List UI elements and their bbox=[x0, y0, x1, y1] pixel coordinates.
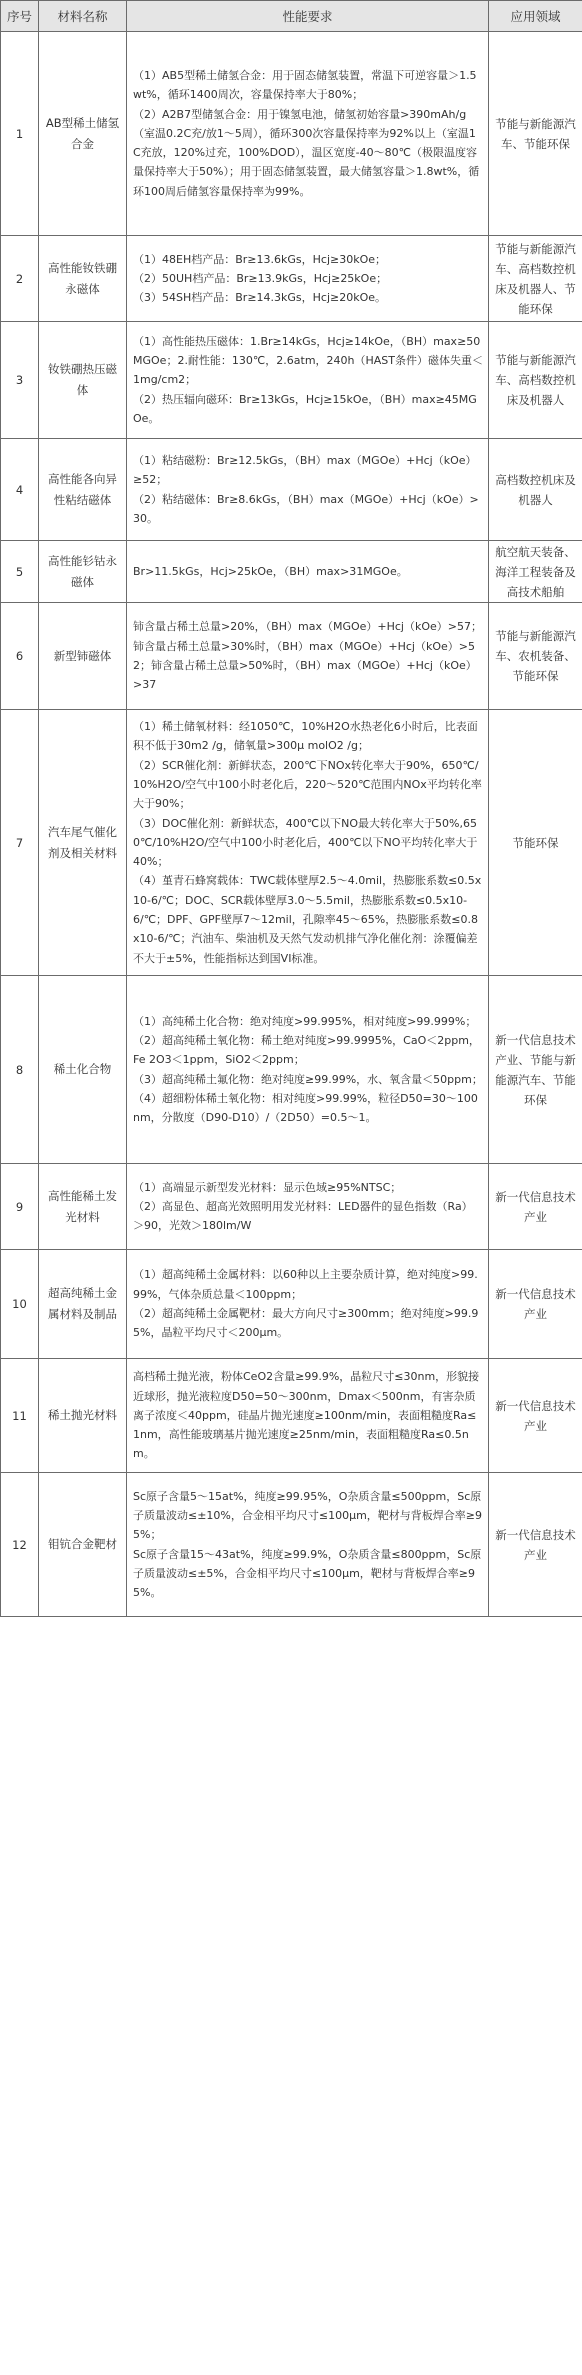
header-perf: 性能要求 bbox=[127, 1, 489, 32]
performance-requirements bbox=[127, 603, 489, 710]
row-number: 12 bbox=[1, 1473, 39, 1617]
table-row bbox=[1, 710, 582, 976]
requirement-line: （2）热压辐向磁环：Br≥13kGs，Hcj≥15kOe，（BH）max≥45MGOe。 bbox=[133, 392, 477, 425]
requirement-line: Br>11.5kGs，Hcj>25kOe，（BH）max>31MGOe。 bbox=[133, 564, 408, 578]
performance-requirements bbox=[127, 710, 489, 976]
material-name: 高性能稀土发光材料 bbox=[39, 1164, 127, 1250]
table-row bbox=[1, 439, 582, 541]
requirement-line: （2）50UH档产品：Br≥13.9kGs，Hcj≥25kOe； bbox=[133, 271, 388, 285]
header-row bbox=[1, 1, 582, 32]
requirement-line: （3）超高纯稀土氟化物：绝对纯度≥99.99%，水、氧含量＜50ppm； bbox=[133, 1072, 483, 1086]
requirement-line: （1）高端显示新型发光材料：显示色域≥95%NTSC； bbox=[133, 1180, 402, 1194]
material-name: 高性能钐钴永磁体 bbox=[39, 541, 127, 603]
requirement-line: （2）SCR催化剂：新鲜状态，200℃下NOx转化率大于90%，650℃/10%H2O/空气中100小时老化后，220～520℃范围内NOx平均转化率大于90%； bbox=[133, 758, 482, 811]
requirement-line: （3）54SH档产品：Br≥14.3kGs，Hcj≥20kOe。 bbox=[133, 291, 387, 305]
application-field: 节能与新能源汽车、高档数控机床及机器人 bbox=[489, 322, 582, 439]
row-number: 11 bbox=[1, 1359, 39, 1473]
row-number: 6 bbox=[1, 603, 39, 710]
requirement-line: Sc原子含量5～15at%，纯度≥99.95%，O杂质含量≤500ppm，Sc原子质量波动≤±10%，合金相平均尺寸≤100μm，靶材与背板焊合率≥95%； bbox=[133, 1489, 483, 1542]
performance-requirements bbox=[127, 541, 489, 603]
table-row bbox=[1, 1359, 582, 1473]
header-name: 材料名称 bbox=[39, 1, 127, 32]
requirement-line: （1）粘结磁粉：Br≥12.5kGs，（BH）max（MGOe）+Hcj（kOe）≥52； bbox=[133, 453, 477, 487]
requirement-line: （1）超高纯稀土金属材料：以60种以上主要杂质计算，绝对纯度>99.99%，气体杂质总量＜100ppm； bbox=[133, 1268, 478, 1301]
header-no: 序号 bbox=[1, 1, 39, 32]
requirement-line: Sc原子含量15～43at%，纯度≥99.9%，O杂质含量≤800ppm，Sc原子质量波动≤±5%，合金相平均尺寸≤100μm，靶材与背板焊合率≥95%。 bbox=[133, 1547, 482, 1600]
performance-requirements bbox=[127, 1164, 489, 1250]
application-field: 新一代信息技术产业、节能与新能源汽车、节能环保 bbox=[489, 976, 582, 1164]
application-field: 新一代信息技术产业 bbox=[489, 1164, 582, 1250]
table-row bbox=[1, 603, 582, 710]
table-row bbox=[1, 541, 582, 603]
performance-requirements bbox=[127, 976, 489, 1164]
requirement-line: （1）AB5型稀土储氢合金：用于固态储氢装置，常温下可逆容量＞1.5 wt%，循环1400周次，容量保持率大于80%； bbox=[133, 68, 477, 102]
table-row bbox=[1, 32, 582, 236]
requirement-line: （1）高性能热压磁体：1.Br≥14kGs，Hcj≥14kOe，（BH）max≥50MGOe；2.耐性能：130℃，2.6atm，240h（HAST条件）磁体失重＜1mg/cm2； bbox=[133, 334, 484, 387]
application-field: 节能与新能源汽车、节能环保 bbox=[489, 32, 582, 236]
performance-requirements bbox=[127, 439, 489, 541]
application-field: 新一代信息技术产业 bbox=[489, 1359, 582, 1473]
material-name: 钕铁硼热压磁体 bbox=[39, 322, 127, 439]
table-row bbox=[1, 1250, 582, 1359]
table-row bbox=[1, 322, 582, 439]
row-number: 3 bbox=[1, 322, 39, 439]
application-field: 节能与新能源汽车、高档数控机床及机器人、节能环保 bbox=[489, 236, 582, 322]
requirement-line: （2）粘结磁体：Br≥8.6kGs，（BH）max（MGOe）+Hcj（kOe）>30。 bbox=[133, 492, 479, 525]
material-name: 稀土化合物 bbox=[39, 976, 127, 1164]
performance-requirements bbox=[127, 236, 489, 322]
performance-requirements bbox=[127, 1250, 489, 1359]
requirement-line: （2）A2B7型储氢合金：用于镍氢电池，储氢初始容量>390mAh/g（室温0.2C充/放1～5周），循环300次容量保持率为92%以上（室温1C充放，120%过充，100%DOD），温区宽度-40～80℃（极限温度容量保持率大于50%）；用于固态储氢装置，最大储氢容量＞1.8wt%，循环100周后储氢容量保持率为99%。 bbox=[133, 107, 480, 198]
row-number: 9 bbox=[1, 1164, 39, 1250]
header-app: 应用领域 bbox=[489, 1, 582, 32]
requirement-line: （1）高纯稀土化合物：绝对纯度>99.995%，相对纯度>99.999%； bbox=[133, 1014, 477, 1028]
performance-requirements bbox=[127, 32, 489, 236]
material-name: 高性能各向异性粘结磁体 bbox=[39, 439, 127, 541]
material-name: 新型铈磁体 bbox=[39, 603, 127, 710]
application-field: 节能与新能源汽车、农机装备、节能环保 bbox=[489, 603, 582, 710]
requirement-line: （1）48EH档产品：Br≥13.6kGs，Hcj≥30kOe； bbox=[133, 252, 387, 266]
table-row bbox=[1, 236, 582, 322]
requirement-line: 铈含量占稀土总量>20%，（BH）max（MGOe）+Hcj（kOe）>57；铈含量占稀土总量>30%时，（BH）max（MGOe）+Hcj（kOe）>52；铈含量占稀土总量>50%时，（BH）max（MGOe）+Hcj（kOe）>37 bbox=[133, 620, 482, 692]
table-row bbox=[1, 1164, 582, 1250]
material-name: 汽车尾气催化剂及相关材料 bbox=[39, 710, 127, 976]
application-field: 新一代信息技术产业 bbox=[489, 1250, 582, 1359]
application-field: 新一代信息技术产业 bbox=[489, 1473, 582, 1617]
requirement-line: （4）堇青石蜂窝载体：TWC载体壁厚2.5～4.0mil，热膨胀系数≤0.5x10-6/℃；DOC、SCR载体壁厚3.0～5.5mil，热膨胀系数≤0.5x10-6/℃；DPF、GPF壁厚7～12mil，孔隙率45～65%，热膨胀系数≤0.8x10-6/℃；汽油车、柴油机及天然气发动机排气净化催化剂：涂覆偏差不大于±5%，性能指标达到国VI标准。 bbox=[133, 874, 482, 965]
performance-requirements bbox=[127, 322, 489, 439]
material-name: 稀土抛光材料 bbox=[39, 1359, 127, 1473]
row-number: 7 bbox=[1, 710, 39, 976]
row-number: 5 bbox=[1, 541, 39, 603]
requirement-line: 高档稀土抛光液，粉体CeO2含量≥99.9%，晶粒尺寸≤30nm，形貌接近球形，抛光液粒度D50=50～300nm，Dmax＜500nm，有害杂质离子浓度＜40ppm，硅晶片抛光速度≥100nm/min，表面粗糙度Ra≤1nm，高性能玻璃基片抛光速度≥25nm/min，表面粗糙度Ra≤0.5nm。 bbox=[133, 1370, 480, 1461]
material-name: 钼钪合金靶材 bbox=[39, 1473, 127, 1617]
row-number: 8 bbox=[1, 976, 39, 1164]
row-number: 4 bbox=[1, 439, 39, 541]
application-field: 航空航天装备、海洋工程装备及高技术船舶 bbox=[489, 541, 582, 603]
material-name: AB型稀土储氢合金 bbox=[39, 32, 127, 236]
performance-requirements bbox=[127, 1359, 489, 1473]
requirement-line: （3）DOC催化剂：新鲜状态，400℃以下NO最大转化率大于50%,650℃/10%H2O/空气中100小时老化后，400℃以下NO平均转化率大于40%； bbox=[133, 816, 478, 869]
material-name: 超高纯稀土金属材料及制品 bbox=[39, 1250, 127, 1359]
performance-requirements bbox=[127, 1473, 489, 1617]
requirement-line: （1）稀土储氧材料：经1050℃，10%H2O水热老化6小时后，比表面积不低于30m2 /g，储氧量>300μ molO2 /g； bbox=[133, 720, 478, 753]
table-row bbox=[1, 976, 582, 1164]
requirement-line: （2）超高纯稀土金属靶材：最大方向尺寸≥300mm；绝对纯度>99.95%，晶粒平均尺寸＜200μm。 bbox=[133, 1307, 479, 1340]
requirement-line: （2）高显色、超高光效照明用发光材料：LED器件的显色指数（Ra）＞90，光效＞180lm/W bbox=[133, 1199, 473, 1233]
table-row bbox=[1, 1473, 582, 1617]
row-number: 10 bbox=[1, 1250, 39, 1359]
row-number: 2 bbox=[1, 236, 39, 322]
material-name: 高性能钕铁硼永磁体 bbox=[39, 236, 127, 322]
row-number: 1 bbox=[1, 32, 39, 236]
application-field: 节能环保 bbox=[489, 710, 582, 976]
application-field: 高档数控机床及机器人 bbox=[489, 439, 582, 541]
requirement-line: （2）超高纯稀土氧化物：稀土绝对纯度>99.9995%，CaO＜2ppm，Fe 2O3＜1ppm，SiO2＜2ppm； bbox=[133, 1033, 480, 1067]
requirement-line: （4）超细粉体稀土氧化物：相对纯度>99.99%，粒径D50=30～100nm，分散度（D90-D10）/（2D50）=0.5～1。 bbox=[133, 1091, 478, 1125]
